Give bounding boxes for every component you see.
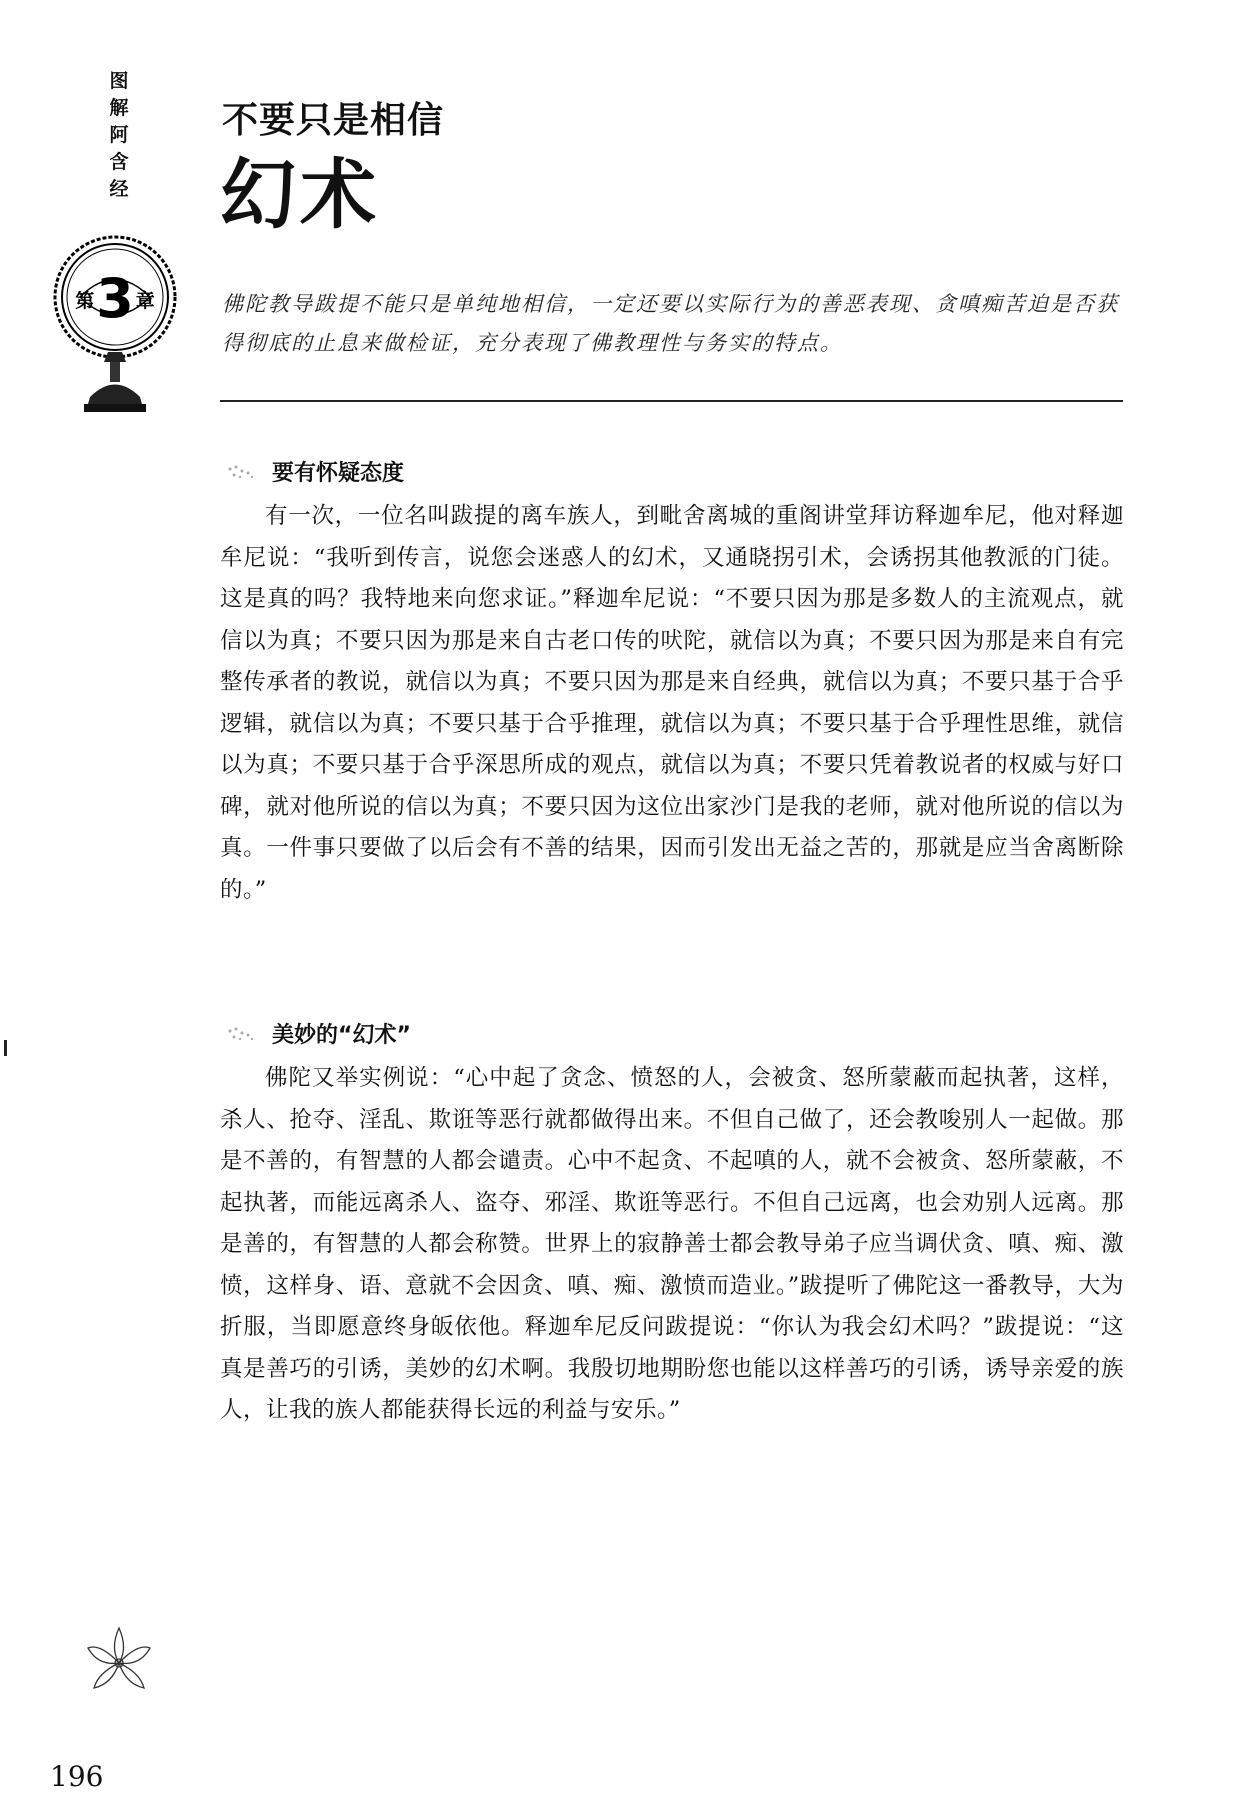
section-heading-text: 美妙的“幻术” bbox=[272, 1023, 411, 1048]
paragraph-text: 佛陀又举实例说：“心中起了贪念、愤怒的人，会被贪、怒所蒙蔽而起执著，这样，杀人、抢夺、淫乱、欺诳等恶行就都做得出来。不但自己做了，还会教唆别人一起做。那是不善的，有智慧的人都会谴责。心中不起贪、不起嗔的人，就不会被贪、怒所蒙蔽，不起执著，而能远离杀人、盗夺、邪淫、欺诳等恶行。不但自己远离，也会劝别人远离。那是善的，有智慧的人都会称赞。世界上的寂静善士都会教导弟子应当调伏贪、嗔、痴、激愤，这样身、语、意就不会因贪、嗔、痴、激愤而造业。”跋提听了佛陀这一番教导，大为折服，当即愿意终身皈依他。释迦牟尼反问跋提说：“你认为我会幻术吗？”跋提说：“这真是善巧的引诱，美妙的幻术啊。我殷切地期盼您也能以这样善巧的引诱，诱导亲爱的族人，让我的族人都能获得长远的利益与安乐。” bbox=[220, 1065, 1124, 1423]
dotted-bullet-icon bbox=[222, 461, 262, 483]
side-title-char: 含 bbox=[109, 151, 129, 173]
chapter-prefix: 第 bbox=[75, 289, 95, 312]
lotus-flower-icon bbox=[78, 1618, 160, 1700]
side-title-char: 解 bbox=[109, 97, 129, 119]
intro-paragraph: 佛陀教导跋提不能只是单纯地相信，一定还要以实际行为的善恶表现、贪嗔痴苦迫是否获得彻底的止息来做检证，充分表现了佛教理性与务实的特点。 bbox=[222, 292, 1119, 355]
chapter-number-label bbox=[50, 267, 180, 330]
section-subtitle: 不要只是相信 bbox=[222, 100, 445, 141]
paragraph-text: 有一次，一位名叫跋提的离车族人，到毗舍离城的重阁讲堂拜访释迦牟尼，他对释迦牟尼说：“我听到传言，说您会迷惑人的幻术，又通晓拐引术，会诱拐其他教派的门徒。这是真的吗？我特地来向您求证。”释迦牟尼说：“不要只因为那是多数人的主流观点，就信以为真；不要只因为那是来自古老口传的吠陀，就信以为真；不要只因为那是来自有完整传承者的教说，就信以为真；不要只因为那是来自经典，就信以为真；不要只基于合乎逻辑，就信以为真；不要只基于合乎推理，就信以为真；不要只基于合乎理性思维，就信以为真；不要只基于合乎深思所成的观点，就信以为真；不要只凭着教说者的权威与好口碑，就对他所说的信以为真；不要只因为这位出家沙门是我的老师，就对他所说的信以为真。一件事只要做了以后会有不善的结果，因而引发出无益之苦的，那就是应当舍离断除的。” bbox=[220, 503, 1124, 903]
body-paragraph-1 bbox=[220, 496, 1124, 911]
divider-line bbox=[220, 400, 1123, 402]
section-heading-1 bbox=[222, 456, 404, 487]
chapter-number: 3 bbox=[96, 267, 134, 330]
dotted-bullet-icon bbox=[222, 1023, 262, 1045]
section-heading-text: 要有怀疑态度 bbox=[272, 461, 405, 486]
chapter-suffix: 章 bbox=[135, 289, 155, 312]
chapter-emblem bbox=[50, 222, 180, 422]
section-title: 幻术 bbox=[220, 150, 380, 239]
side-title-char: 图 bbox=[109, 70, 129, 92]
body-paragraph-2 bbox=[220, 1058, 1124, 1432]
side-title-char: 经 bbox=[109, 178, 129, 200]
margin-mark bbox=[4, 1040, 7, 1056]
page-number: 196 bbox=[50, 1760, 104, 1793]
section-heading-2 bbox=[222, 1018, 411, 1049]
book-series-title bbox=[105, 68, 133, 203]
side-title-char: 阿 bbox=[109, 124, 129, 146]
